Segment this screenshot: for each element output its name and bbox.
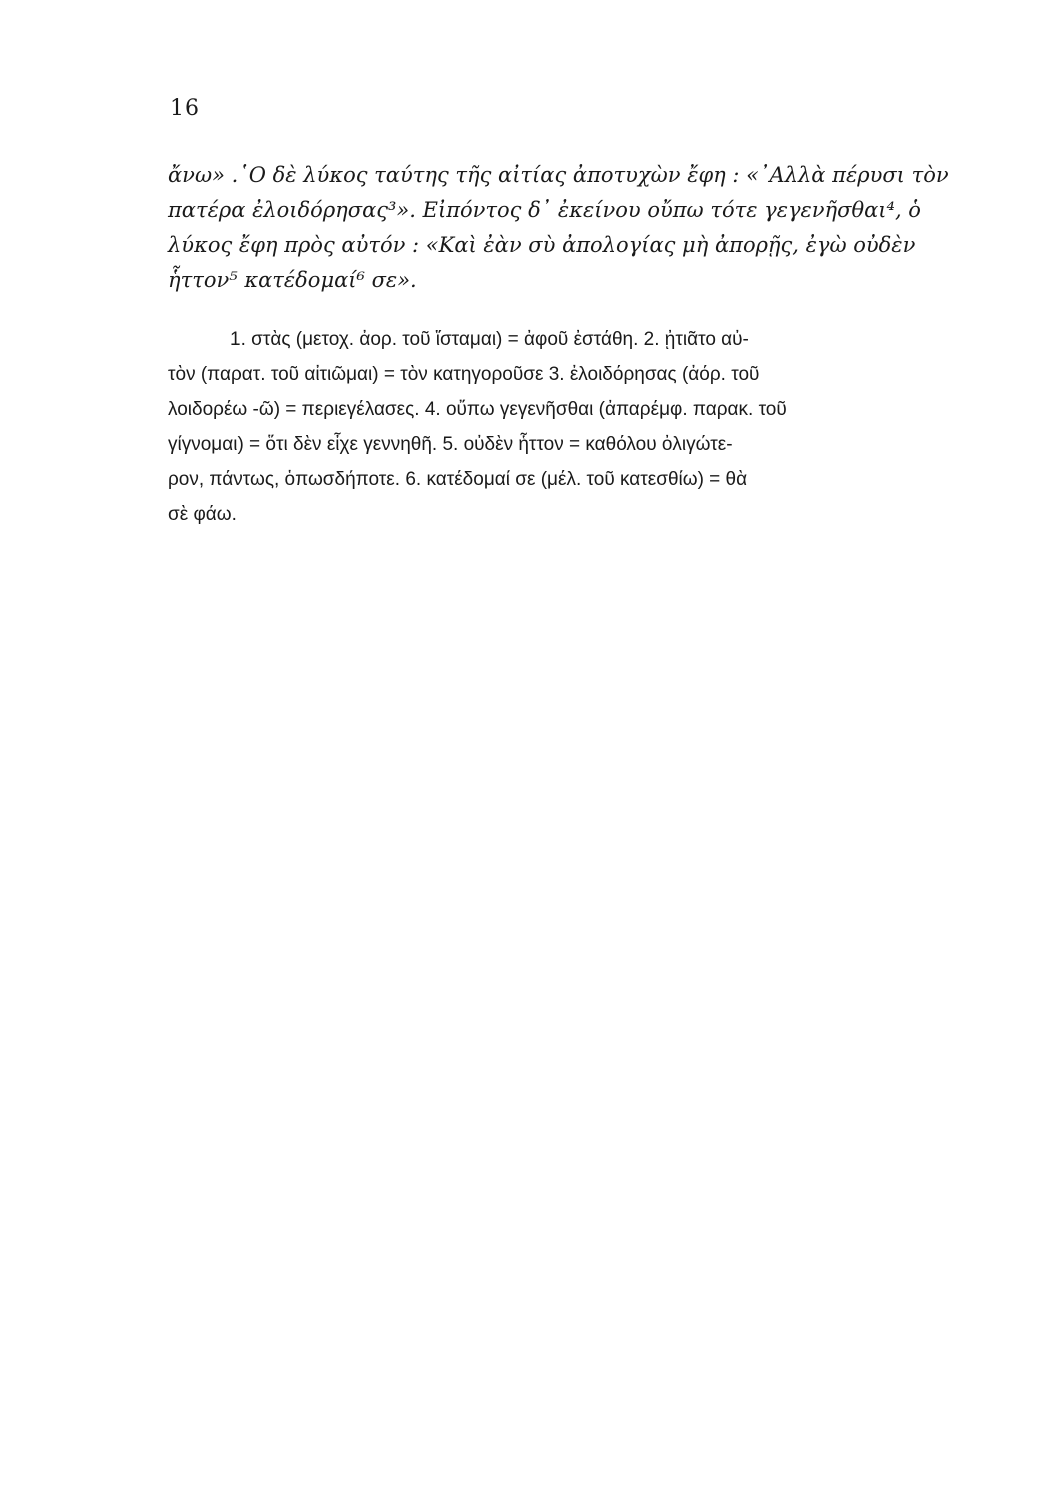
footnote-line: τὸν (παρατ. τοῦ αἰτιῶμαι) = τὸν κατηγοροῦσε 3. ἐλοιδόρησας (ἀόρ. τοῦ: [168, 364, 760, 385]
footnote-line: ρον, πάντως, ὁπωσδήποτε. 6. κατέδομαί σε (μέλ. τοῦ κατεσθίω) = θὰ: [168, 469, 748, 490]
footnote-line: σὲ φάω.: [168, 504, 237, 525]
main-text-line: ἧττον⁵ κατέδομαί⁶ σε».: [168, 268, 417, 292]
footnote-line: λοιδορέω -ῶ) = περιεγέλασες. 4. οὔπω γεγενῆσθαι (ἀπαρέμφ. παρακ. τοῦ: [168, 399, 787, 420]
main-text-line: πατέρα ἐλοιδόρησας³». Εἰπόντος δ᾿ ἐκείνου οὔπω τότε γεγενῆσθαι⁴, ὁ: [168, 198, 921, 222]
main-text-line: ἄνω» .῾Ο δὲ λύκος ταύτης τῆς αἰτίας ἀποτυχὼν ἔφη : «᾿Αλλὰ πέρυσι τὸν: [168, 163, 949, 187]
main-text-line: λύκος ἔφη πρὸς αὐτόν : «Καὶ ἐὰν σὺ ἀπολογίας μὴ ἀπορῇς, ἐγὼ οὐδὲν: [168, 233, 916, 257]
footnote-line: 1. στὰς (μετοχ. ἀορ. τοῦ ἵσταμαι) = ἀφοῦ ἐστάθη. 2. ᾐτιᾶτο αὐ-: [230, 329, 749, 350]
footnote-line: γίγνομαι) = ὅτι δὲν εἶχε γεννηθῆ. 5. οὐδὲν ἧττον = καθόλου ὀλιγώτε-: [168, 434, 733, 455]
page-number: 16: [170, 96, 200, 121]
main-text-paragraph: [168, 158, 978, 298]
footnotes-paragraph: [168, 322, 986, 532]
